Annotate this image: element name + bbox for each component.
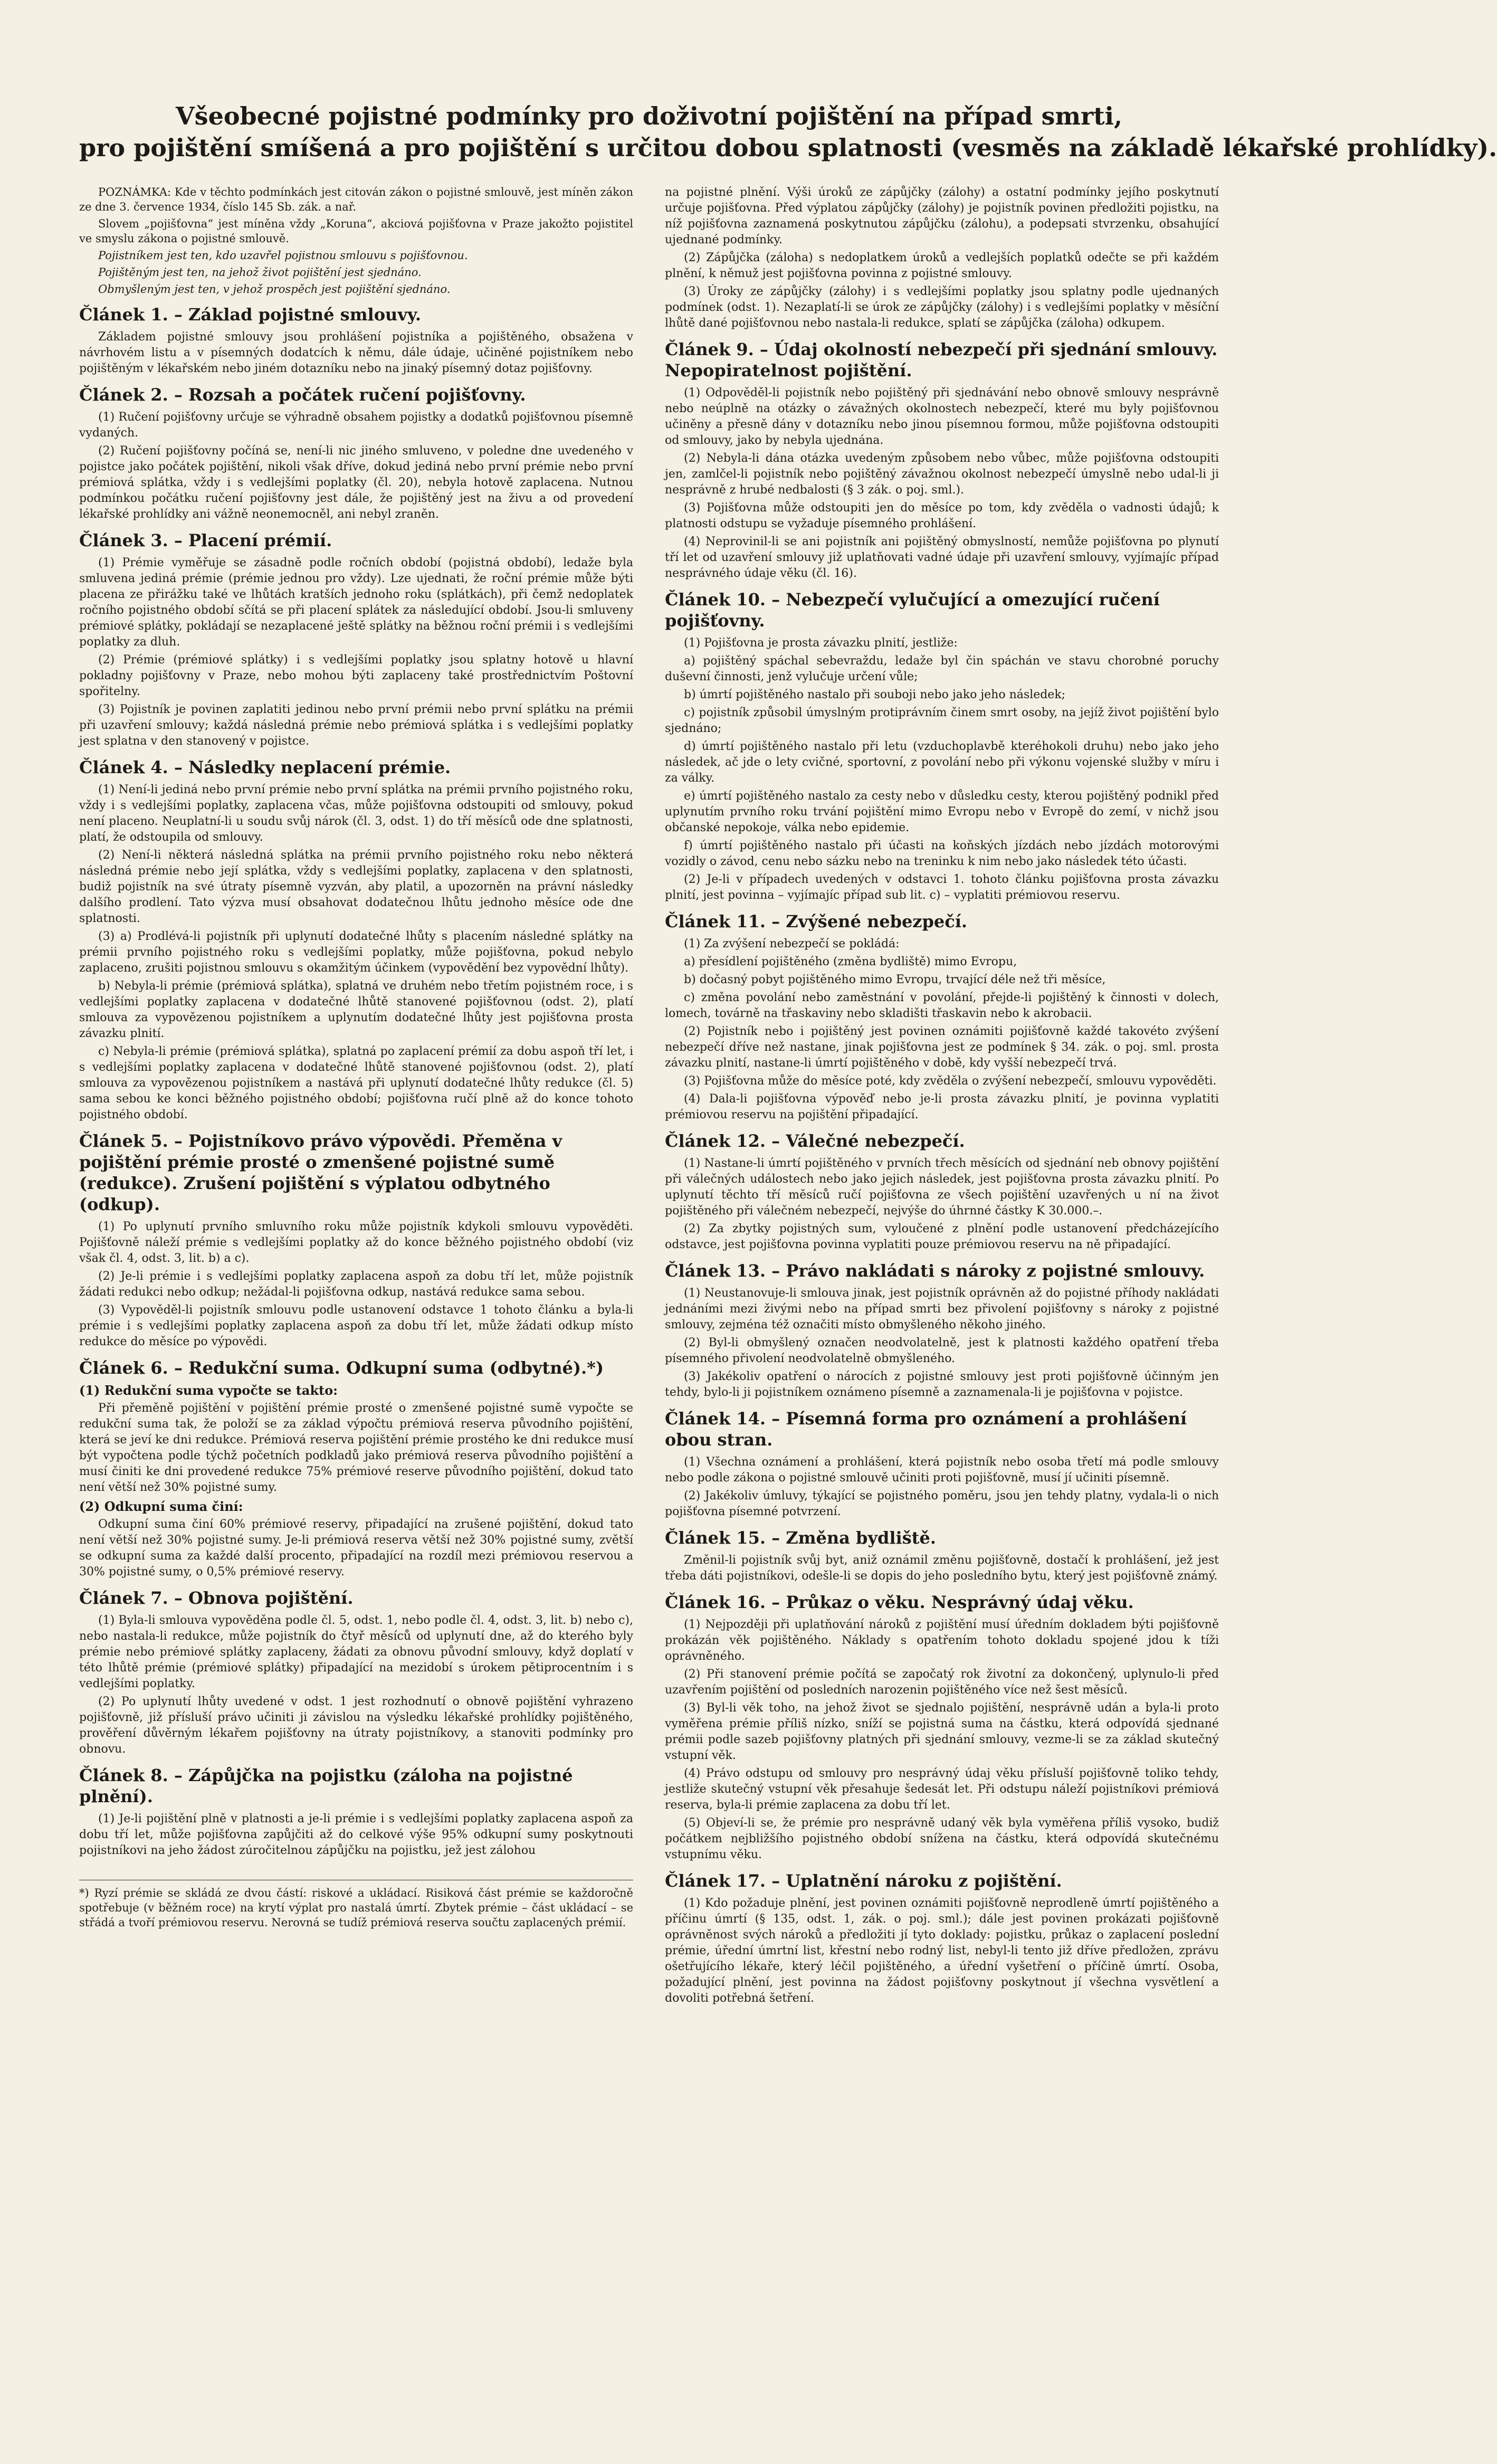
paragraph: (3) Úroky ze zápůjčky (zálohy) i s vedlejšími poplatky jsou splatny podle ujednaných podmínek (odst. 1). Nezaplatí-li se úrok ze zápůjčky (zálohy) i s vedlejšími poplatky v měsíční lhůtě dané pojišťovnou nebo nastala-li redukce, splatí se zápůjčka (záloha) odkupem.: [665, 285, 1219, 330]
article-1-heading: Článek 1. – Základ pojistné smlouvy.: [79, 305, 421, 325]
paragraph: (2) Jakékoliv úmluvy, týkající se pojistného poměru, jsou jen tehdy platny, vydala-li o nich pojišťovna písemné potvrzení.: [665, 1489, 1219, 1518]
subheading: (1) Redukční suma vypočte se takto:: [79, 1383, 338, 1398]
article-7-heading: Článek 7. – Obnova pojištění.: [79, 1588, 354, 1608]
paragraph: (1) Je-li pojištění plně v platnosti a je-li prémie i s vedlejšími poplatky zaplacena aspoň za dobu tří let, může pojišťovna zapůjčiti až do celkové výše 95% odkupní sumy poskytnouti pojistníkovi na jeho žádost zúročitelnou zápůjčku na pojistku, jež jest zálohou: [79, 1812, 633, 1857]
article-10-heading: Článek 10. – Nebezpečí vylučující a omezující ručení pojišťovny.: [665, 589, 1160, 631]
list-item: b) úmrtí pojištěného nastalo při souboji nebo jako jeho následek;: [684, 688, 1066, 701]
article-8-heading: Článek 8. – Zápůjčka na pojistku (záloha na pojistné plnění).: [79, 1765, 573, 1806]
paragraph: (2) Je-li prémie i s vedlejšími poplatky zaplacena aspoň za dobu tří let, může pojistník žádati redukci nebo odkup; nežádal-li pojišťovna odkup, nastává redukce sama sebou.: [79, 1270, 633, 1299]
paragraph: (1) Po uplynutí prvního smluvního roku může pojistník kdykoli smlouvu vypověděti. Pojišťovně náleží prémie s vedlejšími poplatky až do konce běžného pojistného období (viz však čl. 4, odst. 3, lit. b) a c).: [79, 1220, 633, 1265]
paragraph: (3) Pojišťovna může do měsíce poté, kdy zvěděla o zvýšení nebezpečí, smlouvu vypověděti.: [684, 1074, 1217, 1088]
paragraph: (1) Není-li jediná nebo první prémie nebo první splátka na prémii prvního pojistného roku, vždy i s vedlejšími poplatky, zaplacena včas, může pojišťovna odstoupiti od smlouvy, pokud není placeno. Neuplatní-li u soudu svůj nárok (čl. 3, odst. 1) do tří měsíců ode dne splatnosti, platí, že odstoupila od smlouvy.: [79, 783, 633, 844]
paragraph: (1) Neustanovuje-li smlouva jinak, jest pojistník oprávněn až do pojistné příhody nakládati jednáními mezi živými nebo na případ smrti bez přivolení pojišťovny s nároky z pojistné smlouvy, zejména též označiti místo obmyšleného někoho jiného.: [665, 1287, 1219, 1331]
paragraph: (1) Všechna oznámení a prohlášení, která pojistník nebo osoba třetí má podle smlouvy nebo podle zákona o pojistné smlouvě učiniti proti pojišťovně, musí jí učiniti písemně.: [665, 1455, 1219, 1485]
paragraph: (2) Je-li v případech uvedených v odstavci 1. tohoto článku pojišťovna prosta závazku plnití, jest povinna – vyjímajíc případ sub lit. c) – vyplatiti prémiovou reservu.: [665, 873, 1219, 902]
article-14-heading: Článek 14. – Písemná forma pro oznámení a prohlášení obou stran.: [665, 1409, 1187, 1450]
note-5: Obmyšleným jest ten, v jehož prospěch jest pojištění sjednáno.: [98, 283, 451, 296]
article-11-heading: Článek 11. – Zvýšené nebezpečí.: [665, 911, 967, 931]
article-9-heading: Článek 9. – Údaj okolností nebezpečí při sjednání smlouvy. Nepopiratelnost pojištění.: [665, 339, 1218, 380]
paragraph: (2) Ručení pojišťovny počíná se, není-li nic jiného smluveno, v poledne dne uvedeného v pojistce jako počátek pojištění, nikoli však dříve, dokud jediná nebo první prémie nebo první prémiová splátka, vždy i s vedlejšími poplatky (čl. 20), nebyla hotově zaplacena. Nutnou podmínkou počátku ručení pojišťovny jest dále, že pojištěný jest na živu a od provedení lékařské prohlídky ani vážně neonemocněl, ani nebyl zraněn.: [79, 444, 633, 521]
list-item: d) úmrtí pojištěného nastalo při letu (vzduchoplavbě kteréhokoli druhu) nebo jako jeho následek, ač jde o lety cvičné, sportovní, z povolání nebo při výkonu vojenské služby v míru i za války.: [665, 740, 1219, 785]
article-6-heading: Článek 6. – Redukční suma. Odkupní suma (odbytné).*): [79, 1358, 604, 1378]
article-12-heading: Článek 12. – Válečné nebezpečí.: [665, 1131, 965, 1151]
paragraph: (2) Za zbytky pojistných sum, vyloučené z plnění podle ustanovení předcházejícího odstavce, jest pojišťovna povinna vyplatiti pouze prémiovou reservu na ně připadající.: [665, 1222, 1219, 1251]
list-item: f) úmrtí pojištěného nastalo při účasti na koňských jízdách nebo jízdách motorovými vozidly o závod, cenu nebo sázku nebo na treninku k nim nebo jako následek této účasti.: [665, 839, 1219, 868]
title-line-1: Všeobecné pojistné podmínky pro doživotní pojištění na případ smrti,: [175, 102, 1123, 130]
article-15-heading: Článek 15. – Změna bydliště.: [665, 1528, 936, 1548]
paragraph: (1) Nastane-li úmrtí pojištěného v prvních třech měsících od sjednání neb obnovy pojištění při válečných událostech nebo jako jejich následek, jest pojišťovna prosta závazku plnití. Po uplynutí těchto tří měsíců ručí pojišťovna ze všech pojištění uzavřených u ní na život pojištěného při válečném nebezpečí, nejvýše do úhrnné částky K 30.000.–.: [665, 1157, 1219, 1217]
paragraph: (1) Pojišťovna je prosta závazku plnití, jestliže:: [684, 636, 958, 650]
paragraph: (3) Vypověděl-li pojistník smlouvu podle ustanovení odstavce 1 tohoto článku a byla-li prémie i s vedlejšími poplatky zaplacena aspoň za dobu tří let, může žádati odkup místo redukce do měsíce po výpovědi.: [79, 1304, 633, 1348]
subheading: (2) Odkupní suma činí:: [79, 1499, 243, 1514]
footnote: *) Ryzí prémie se skládá ze dvou částí: riskové a ukládací. Risiková část prémie se každoročně spotřebuje (v běžném roce) na krytí výplat pro nastalá úmrtí. Zbytek prémie – část ukládací – se střádá a tvoří prémiovou reservu. Nerovná se tudíž prémiová reserva součtu zaplacených prémií.: [79, 1880, 633, 1930]
list-item: b) dočasný pobyt pojištěného mimo Evropu, trvající déle než tři měsíce,: [684, 973, 1106, 986]
paragraph: (4) Dala-li pojišťovna výpověď nebo je-li prosta závazku plnití, je povinna vyplatiti prémiovou reservu na pojištění připadající.: [665, 1092, 1219, 1121]
article-13-heading: Článek 13. – Právo nakládati s nároky z pojistné smlouvy.: [665, 1261, 1205, 1281]
paragraph: (1) Za zvýšení nebezpečí se pokládá:: [684, 937, 900, 950]
paragraph: (1) Byla-li smlouva vypověděna podle čl. 5, odst. 1, nebo podle čl. 4, odst. 3, lit. b) nebo c), nebo nastala-li redukce, může pojistník do čtyř měsíců od uplynutí dne, až do kterého byly prémie nebo prémiové splátky zaplaceny, žádati za obnovu původní smlouvy, když doplatí v této lhůtě prémie (prémiové splátky) připadající na mezidobí s úrokem pětiprocentním i s vedlejšími poplatky.: [79, 1614, 633, 1690]
paragraph: (4) Neprovinil-li se ani pojistník ani pojištěný obmyslností, nemůže pojišťovna po plynutí tří let od uzavření smlouvy již uplatňovati vadné údaje při uzavření smlouvy, vyjímajíc případ nesprávného údaje věku (čl. 16).: [665, 535, 1219, 580]
paragraph: (2) Při stanovení prémie počítá se započatý rok životní za dokončený, uplynulo-li před uzavřením pojištění od posledních narozenin pojištěného více než šest měsíců.: [665, 1668, 1219, 1697]
list-item: e) úmrtí pojištěného nastalo za cesty nebo v důsledku cesty, kterou pojištěný podnikl před uplynutím prvního roku trvání pojištění mimo Evropu nebo v Evropě do zemí, v nichž jsou občanské nepokoje, válka nebo epidemie.: [665, 789, 1219, 834]
paragraph: (4) Právo odstupu od smlouvy pro nesprávný údaj věku přísluší pojišťovně toliko tehdy, jestliže skutečný vstupní věk přesahuje šedesát let. Při odstupu náleží pojistníkovi prémiová reserva, byla-li prémie zaplacena za dobu tří let.: [665, 1767, 1219, 1812]
note: POZNÁMKA: Kde v těchto podmínkách jest citován zákon o pojistné smlouvě, jest míněn zákon ze dne 3. července 1934, číslo 145 Sb. zák. a nař.: [79, 186, 633, 213]
paragraph: (1) Kdo požaduje plnění, jest povinen oznámiti pojišťovně neprodleně úmrtí pojištěného a příčinu úmrtí (§ 135, odst. 1, zák. o poj. sml.); dále jest povinen prokázati pojišťovně oprávněnost svých nároků a předložiti jí tyto doklady: pojistku, průkaz o zaplacení poslední prémie, úřední úmrtní list, křestní nebo rodný list, nebyl-li tento již dříve předložen, zprávu ošetřujícího lékaře, který léčil pojištěného, a úřední vyšetření o příčině úmrtí. Osoba, požadující plnění, jest povinna na žádost pojišťovny poskytnout jí všechna vysvětlení a dovoliti potřebná šetření.: [665, 1897, 1219, 2005]
article-5-heading: Článek 5. – Pojistníkovo právo výpovědi. Přeměna v pojištění prémie prosté o zmenšené pojistné sumě (redukce). Zrušení pojištění s výplatou odbytného (odkup).: [79, 1131, 562, 1214]
list-item: c) změna povolání nebo zaměstnání v povolání, přejde-li pojištěný k činnosti v dolech, lomech, továrně na třaskaviny nebo skladišti třaskavin nebo k akrobacii.: [665, 991, 1219, 1020]
paragraph: Při přeměně pojištění v pojištění prémie prosté o zmenšené pojistné sumě vypočte se redukční suma tak, že položí se za základ výpočtu prémiová reserva původního pojištění, která se jeví ke dni redukce. Prémiová reserva pojištění prémie prostého ke dni redukce musí být vypočtena podle týchž početních podkladů jako prémiová reserva původního pojištění a musí činiti ke dni provedené redukce 75% prémiové reserve původního pojištění, dokud tato není větší než 30% pojistné sumy.: [79, 1402, 633, 1494]
paragraph: na pojistné plnění. Výši úroků ze zápůjčky (zálohy) a ostatní podmínky jejího poskytnutí určuje pojišťovna. Před výplatou zápůjčky (zálohy) je pojistník povinen předložiti pojistku, na níž pojišťovna zaznamená poskytnutou zápůjčku (zálohu), a podepsati stvrzenku, obsahující ujednané podmínky.: [665, 186, 1219, 246]
paragraph: (1) Ručení pojišťovny určuje se výhradně obsahem pojistky a dodatků pojišťovnou písemně vydaných.: [79, 411, 633, 440]
paragraph: (2) Není-li některá následná splátka na prémii prvního pojistného roku nebo některá následná prémie nebo její splátka, vždy s vedlejšími poplatky, zaplacena v den splatnosti, budiž pojistník na své útraty písemně vyzván, aby platil, a upozorněn na právní následky dalšího prodlení. Tato výzva musí obsahovat dodatečnou lhůtu jednoho měsíce ode dne splatnosti.: [79, 849, 633, 925]
list-item: c) pojistník způsobil úmyslným protiprávním činem smrt osoby, na jejíž život pojištění bylo sjednáno;: [665, 706, 1219, 735]
two-columns: [79, 185, 1219, 2009]
paragraph: (2) Byl-li obmyšlený označen neodvolatelně, jest k platnosti každého opatření třeba písemného přivolení neodvolatelně obmyšleného.: [665, 1336, 1219, 1365]
paragraph: (2) Po uplynutí lhůty uvedené v odst. 1 jest rozhodnutí o obnově pojištění vyhrazeno pojišťovně, již přísluší právo učiniti ji závislou na výsledku lékařské prohlídky pojištěného, prověření důvěrným lékařem pojišťovny na útraty pojistníkovy, a stanoviti podmínky pro obnovu.: [79, 1695, 633, 1756]
document-title: [79, 100, 1497, 164]
left-column: [79, 185, 633, 2009]
paragraph: b) Nebyla-li prémie (prémiová splátka), splatná ve druhém nebo třetím pojistném roce, i s vedlejšími poplatky zaplacena v dodatečné lhůtě stanovené pojišťovnou (odst. 2), platí smlouva za vypovězenou pojistníkem a uplynutím dodatečné lhůty jest pojišťovna prosta závazku plnití.: [79, 979, 633, 1040]
paragraph: (5) Objeví-li se, že prémie pro nesprávně udaný věk byla vyměřena příliš vysoko, budiž počátkem nejbližšího pojistného období snížena na částku, která odpovídá skutečnému vstupnímu věku.: [665, 1816, 1219, 1861]
paragraph: (3) Jakékoliv opatření o nárocích z pojistné smlouvy jest proti pojišťovně účinným jen tehdy, bylo-li ji pojistníkem oznámeno písemně a zaznamenala-li je pojišťovna v pojistce.: [665, 1370, 1219, 1399]
article-16-heading: Článek 16. – Průkaz o věku. Nesprávný údaj věku.: [665, 1592, 1134, 1612]
paragraph: (3) Pojistník je povinen zaplatiti jedinou nebo první prémii nebo první splátku na prémii při uzavření smlouvy; každá následná prémie nebo prémiová splátka i s vedlejšími poplatky jest splatna v den stanovený v pojistce.: [79, 703, 633, 748]
paragraph: (3) Pojišťovna může odstoupiti jen do měsíce po tom, kdy zvěděla o vadnosti údajů; k platnosti odstupu se vyžaduje písemného prohlášení.: [665, 501, 1219, 530]
paragraph: (2) Pojistník nebo i pojištěný jest povinen oznámiti pojišťovně každé takovéto zvýšení nebezpečí dříve než nastane, jinak pojišťovna jest ze podmínek § 34. zák. o poj. sml. prosta závazku plnití, nastane-li úmrtí pojištěného v době, kdy vyšší nebezpečí trvá.: [665, 1025, 1219, 1070]
note-4: Pojištěným jest ten, na jehož život pojištění jest sjednáno.: [98, 266, 422, 279]
title-line-2: pro pojištění smíšená a pro pojištění s určitou dobou splatnosti (vesměs na základě lékařské prohlídky).: [79, 134, 1497, 162]
article-4-heading: Článek 4. – Následky neplacení prémie.: [79, 757, 451, 777]
list-item: a) přesídlení pojištěného (změna bydliště) mimo Evropu,: [684, 955, 1017, 968]
note-3: Pojistníkem jest ten, kdo uzavřel pojistnou smlouvu s pojišťovnou.: [98, 249, 468, 262]
list-item: a) pojištěný spáchal sebevraždu, ledaže byl čin spáchán ve stavu chorobné poruchy duševní činnosti, jenž vylučuje určení vůle;: [665, 654, 1219, 683]
paragraph: (2) Prémie (prémiové splátky) i s vedlejšími poplatky jsou splatny hotově u hlavní pokladny pojišťovny v Praze, nebo mohou býti zaplaceny také prostřednictvím Poštovní spořitelny.: [79, 653, 633, 698]
paragraph: c) Nebyla-li prémie (prémiová splátka), splatná po zaplacení prémií za dobu aspoň tří let, i s vedlejšími poplatky zaplacena v dodatečné lhůtě stanovené pojišťovnou (odst. 2), platí smlouva za vypovězenou pojistníkem a nastává při uplynutí dodatečné lhůty redukce (čl. 5) sama sebou ke konci běžného pojistného období; pojišťovna ručí plně až do konce tohoto pojistného období.: [79, 1045, 633, 1121]
paragraph: (1) Odpověděl-li pojistník nebo pojištěný při sjednávání nebo obnově smlouvy nesprávně nebo neúplně na otázky o závažných okolnostech nebezpečí, které mu byly pojišťovnou učiněny a přesně dány v dotazníku nebo jinou písemnou formou, může pojišťovna odstoupiti od smlouvy, jako by nebyla ujednána.: [665, 386, 1219, 447]
paragraph: (3) Byl-li věk toho, na jehož život se sjednalo pojištění, nesprávně udán a byla-li proto vyměřena prémie příliš nízko, sníží se pojistná suma na částku, která odpovídá sjednané prémii podle sazeb pojišťovny platných při sjednání smlouvy, vezme-li se za základ skutečný vstupní věk.: [665, 1701, 1219, 1762]
right-column: [665, 185, 1219, 2009]
paragraph: Odkupní suma činí 60% prémiové reservy, připadající na zrušené pojištění, dokud tato není větší než 30% pojistné sumy. Je-li prémiová reserva větší než 30% pojistné sumy, zvětší se odkupní suma za každé další procento, připadající na rozdíl mezi prémiovou reservou a 30% pojistné sumy, o 0,5% prémiové reservy.: [79, 1518, 633, 1578]
article-2-heading: Článek 2. – Rozsah a počátek ručení pojišťovny.: [79, 385, 526, 405]
paragraph: (1) Nejpozději při uplatňování nároků z pojištění musí úředním dokladem býti pojišťovně prokázán věk pojištěného. Náklady s opatřením tohoto dokladu spojené jdou k tíži oprávněného.: [665, 1618, 1219, 1663]
paragraph: (1) Prémie vyměřuje se zásadně podle ročních období (pojistná období), ledaže byla smluvena jediná prémie (prémie jednou pro vždy). Lze ujednati, že roční prémie může býti placena ze přirážku také ve lhůtách kratších jednoho roku (splátkách), při čemž nedoplatek ročního pojistného období sčítá se při placení splátek za následující období. Jsou-li smluveny prémiové splátky, pokládají se nezaplacené ještě splátky na běžnou roční prémii i s vedlejšími poplatky za dluh.: [79, 556, 633, 649]
paragraph: (2) Zápůjčka (záloha) s nedoplatkem úroků a vedlejších poplatků odečte se při každém plnění, k němuž jest pojišťovna povinna z pojistné smlouvy.: [665, 251, 1219, 280]
paragraph: (3) a) Prodlévá-li pojistník při uplynutí dodatečné lhůty s placením následné splátky na prémii prvního pojistného roku s vedlejšími poplatky, může pojišťovna, pokud nebylo zaplaceno, zrušiti pojistnou smlouvu s okamžitým účinkem (vypovědění bez vypovědní lhůty).: [79, 930, 633, 975]
note-2: Slovem „pojišťovna“ jest míněna vždy „Koruna“, akciová pojišťovna v Praze jakožto pojistitel ve smyslu zákona o pojistné smlouvě.: [79, 217, 633, 245]
paragraph: Základem pojistné smlouvy jsou prohlášení pojistníka a pojištěného, obsažena v návrhovém listu a v písemných dodatcích k němu, dále údaje, učiněné pojistníkem nebo pojištěným v lékařském nebo jiném dotazníku nebo na jinaký písemný dotaz pojišťovny.: [79, 330, 633, 375]
article-17-heading: Článek 17. – Uplatnění nároku z pojištění.: [665, 1871, 1062, 1891]
paragraph: (2) Nebyla-li dána otázka uvedeným způsobem nebo vůbec, může pojišťovna odstoupiti jen, zamlčel-li pojistník nebo pojištěný závažnou okolnost nebezpečí úmyslně nebo udal-li ji nesprávně z hrubé nedbalosti (§ 3 zák. o poj. sml.).: [665, 452, 1219, 497]
article-3-heading: Článek 3. – Placení prémií.: [79, 530, 332, 550]
paragraph: Změnil-li pojistník svůj byt, aniž oznámil změnu pojišťovně, dostačí k prohlášení, jež jest třeba dáti pojistníkovi, odešle-li se dopis do jeho posledního bytu, který jest pojišťovně známý.: [665, 1554, 1219, 1583]
